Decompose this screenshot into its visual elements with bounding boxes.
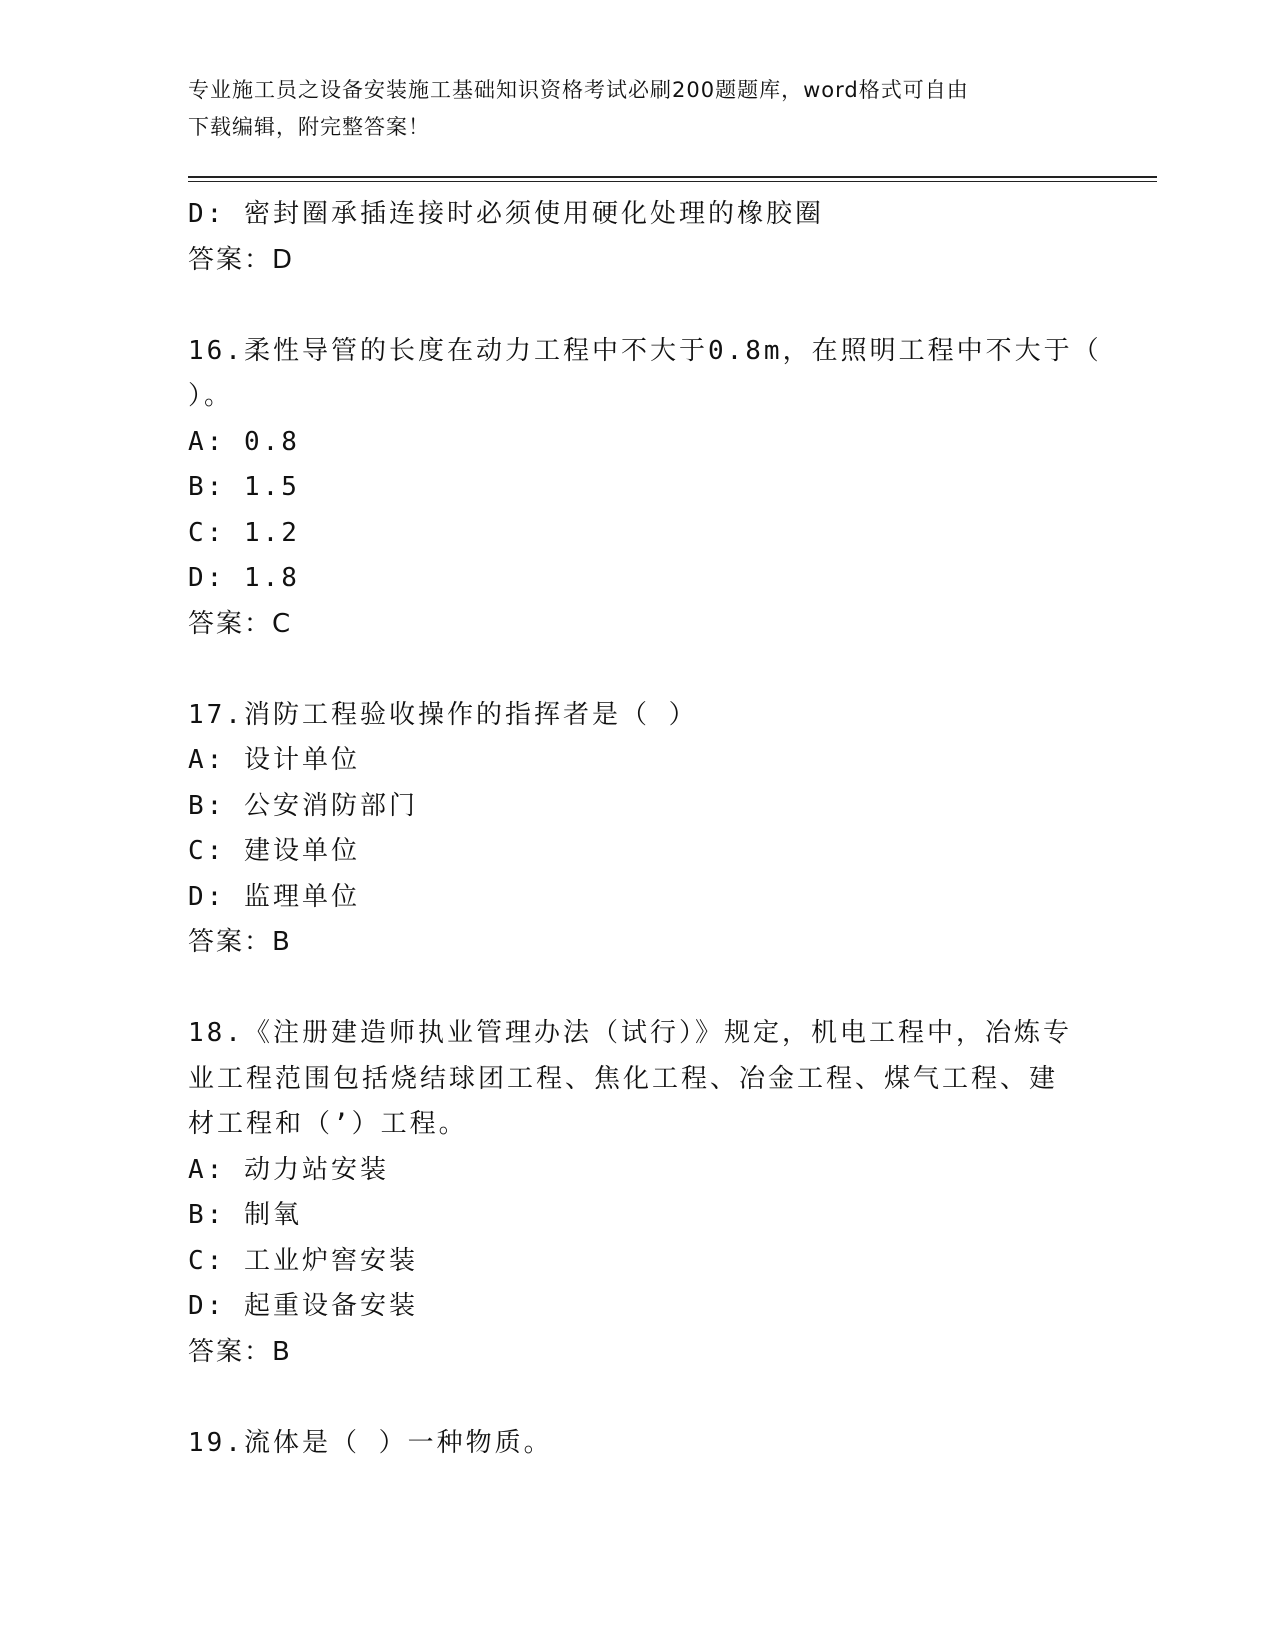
answer-label: 答案：B: [188, 1336, 292, 1367]
answer-label: 答案：D: [188, 244, 295, 275]
header-divider-thick: [188, 176, 1157, 178]
question-stem-continued: 业工程范围包括烧结球团工程、焦化工程、冶金工程、煤气工程、建: [188, 1063, 1059, 1094]
question-stem: 18.《注册建造师执业管理办法（试行）》规定，机电工程中，冶炼专: [188, 1018, 1072, 1048]
question-stem: 17.消防工程验收操作的指挥者是（ ）: [188, 699, 698, 730]
header-title-line-1: 专业施工员之设备安装施工基础知识资格考试必刷200题题库，word格式可自由: [188, 78, 969, 102]
option-b: B: 制氧: [188, 1200, 302, 1230]
option-d: D: 监理单位: [188, 881, 360, 912]
option-b: B: 公安消防部门: [188, 790, 418, 821]
answer-label: 答案：B: [188, 927, 292, 957]
header-divider-thin: [188, 181, 1157, 182]
question-17: [188, 693, 1088, 966]
question-stem: 16.柔性导管的长度在动力工程中不大于0.8m，在照明工程中不大于（: [188, 335, 1102, 366]
document-header: [188, 72, 1088, 146]
option-d: D: 密封圈承插连接时必须使用硬化处理的橡胶圈: [188, 199, 824, 229]
question-stem: 19.流体是（ ）一种物质。: [188, 1427, 553, 1458]
question-16: [188, 329, 1102, 648]
option-a: A: 设计单位: [188, 745, 360, 775]
option-a: A: 动力站安装: [188, 1154, 389, 1185]
option-a: A: 0.8: [188, 426, 300, 457]
question-stem-continued: ）。: [188, 381, 234, 411]
option-d: D: 1.8: [188, 563, 300, 593]
option-c: C: 工业炉窖安装: [188, 1245, 418, 1276]
option-b: B: 1.5: [188, 472, 300, 502]
header-title-line-2: 下载编辑，附完整答案！: [188, 115, 430, 139]
question-stem-continued: 材工程和（’）工程。: [188, 1109, 468, 1139]
option-c: C: 1.2: [188, 517, 300, 548]
option-c: C: 建设单位: [188, 836, 360, 866]
question-15-tail: [188, 192, 1088, 283]
question-18: [188, 1011, 1088, 1375]
option-d: D: 起重设备安装: [188, 1291, 418, 1321]
question-list: [188, 192, 1102, 1466]
answer-label: 答案：C: [188, 608, 293, 639]
question-19: [188, 1421, 1088, 1467]
